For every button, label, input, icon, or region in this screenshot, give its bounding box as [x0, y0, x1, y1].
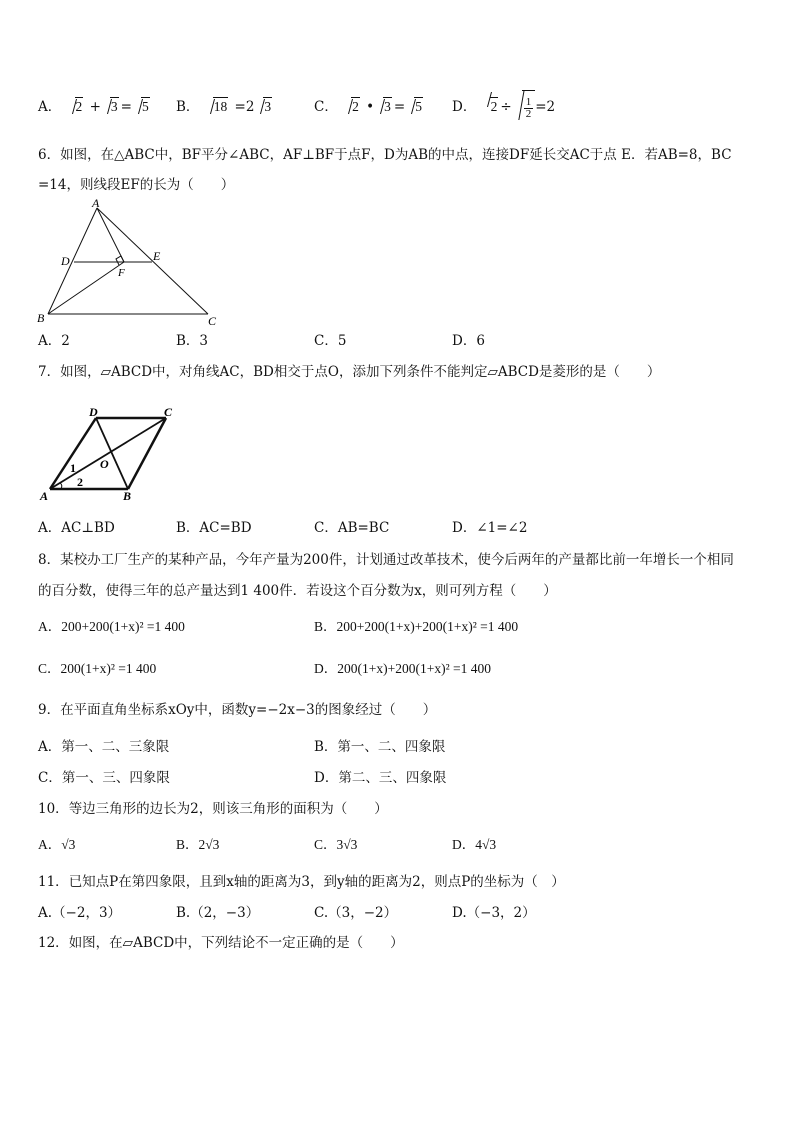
q9-option-c: C．第一、三、四象限 [38, 770, 170, 786]
q10-option-c: C．3√3 [314, 837, 358, 852]
q7-label-2: 2 [77, 475, 83, 489]
q6-stem-line2: =14，则线段EF的长为（ ） [38, 177, 235, 193]
q9-option-b: B．第一、二、四象限 [314, 739, 446, 755]
q9-option-a: A．第一、二、三象限 [38, 739, 170, 755]
q7-side-da [50, 418, 96, 489]
q5-option-b: B． 18 =2 3 [176, 99, 272, 115]
q6-option-b: B．3 [176, 333, 209, 349]
q7-option-b: B．AC=BD [176, 520, 252, 536]
q6-option-a: A．2 [38, 333, 70, 349]
q10-option-a: A．√3 [38, 837, 76, 852]
q8-option-b: B．200+200(1+x)+200(1+x)² =1 400 [314, 619, 519, 634]
q11-option-c: C.（3，−2） [314, 905, 398, 921]
q5-option-a: A． 2 + 3 = 5 [38, 99, 149, 115]
q7-label-a: A [40, 489, 49, 503]
q6-triangle-figure [36, 198, 226, 330]
q6-label-e: E [153, 249, 161, 263]
q6-option-d: D．6 [452, 333, 485, 349]
q6-segment-af [97, 208, 124, 262]
q9-option-d: D．第二、三、四象限 [314, 770, 447, 786]
q10-option-d: D．4√3 [452, 837, 497, 852]
q6-label-f: F [118, 267, 125, 279]
q11-option-a: A.（−2，3） [38, 905, 122, 921]
q6-side-ab [48, 208, 97, 314]
q11-option-b: B.（2，−3） [176, 905, 260, 921]
q7-option-c: C．AB=BC [314, 520, 390, 536]
q7-label-o: O [100, 457, 109, 471]
q7-label-d: D [89, 405, 98, 419]
q7-parallelogram-figure [36, 404, 186, 504]
q9-stem: 9．在平面直角坐标系xOy中，函数y=−2x−3的图象经过（ ） [38, 702, 437, 718]
q7-label-b: B [123, 489, 132, 503]
q8-stem-line2: 的百分数，使得三年的总产量达到1 400件．若设这个百分数为x，则可列方程（ ） [38, 583, 557, 599]
q12-stem: 12．如图，在▱ABCD中，下列结论不一定正确的是（ ） [38, 935, 404, 951]
q7-diagonal-ac [50, 418, 166, 489]
q5-option-c: C． 2 • 3 = 5 [314, 99, 422, 115]
q7-diagonal-bd [96, 418, 128, 489]
q5-option-d: D． 2 ÷ $\frac{1}{2}$ =2 [452, 90, 555, 125]
q7-label-1: 1 [70, 461, 76, 475]
q8-option-d: D．200(1+x)+200(1+x)² =1 400 [314, 661, 491, 676]
q6-stem-line1: 6．如图，在△ABC中，BF平分∠ABC，AF⊥BF于点F，D为AB的中点，连接DF延长交AC于点 E．若AB=8，BC [38, 147, 732, 163]
q6-label-a: A [92, 198, 100, 210]
q6-right-angle-mark [116, 256, 124, 265]
q10-option-b: B．2√3 [176, 837, 220, 852]
q6-segment-bf [48, 262, 124, 314]
q8-option-a: A．200+200(1+x)² =1 400 [38, 619, 185, 634]
q6-label-d: D [61, 254, 70, 268]
q10-stem: 10．等边三角形的边长为2，则该三角形的面积为（ ） [38, 801, 388, 817]
q7-label-c: C [164, 405, 173, 419]
q8-option-c: C．200(1+x)² =1 400 [38, 661, 157, 676]
q11-option-d: D.（−3，2） [452, 905, 536, 921]
q7-stem: 7．如图，▱ABCD中，对角线AC，BD相交于点O，添加下列条件不能判定▱ABCD是菱形的是（ ） [38, 364, 661, 380]
q11-stem: 11．已知点P在第四象限，且到x轴的距离为3，到y轴的距离为2，则点P的坐标为（ ） [38, 874, 565, 890]
q8-stem-line1: 8．某校办工厂生产的某种产品，今年产量为200件，计划通过改革技术，使今后两年的产量都比前一年增长一个相同 [38, 552, 734, 568]
q7-option-a: A．AC⊥BD [38, 520, 115, 536]
q6-label-b: B [37, 311, 45, 325]
q6-label-c: C [208, 314, 217, 328]
q7-option-d: D．∠1=∠2 [452, 520, 528, 536]
q6-option-c: C．5 [314, 333, 347, 349]
